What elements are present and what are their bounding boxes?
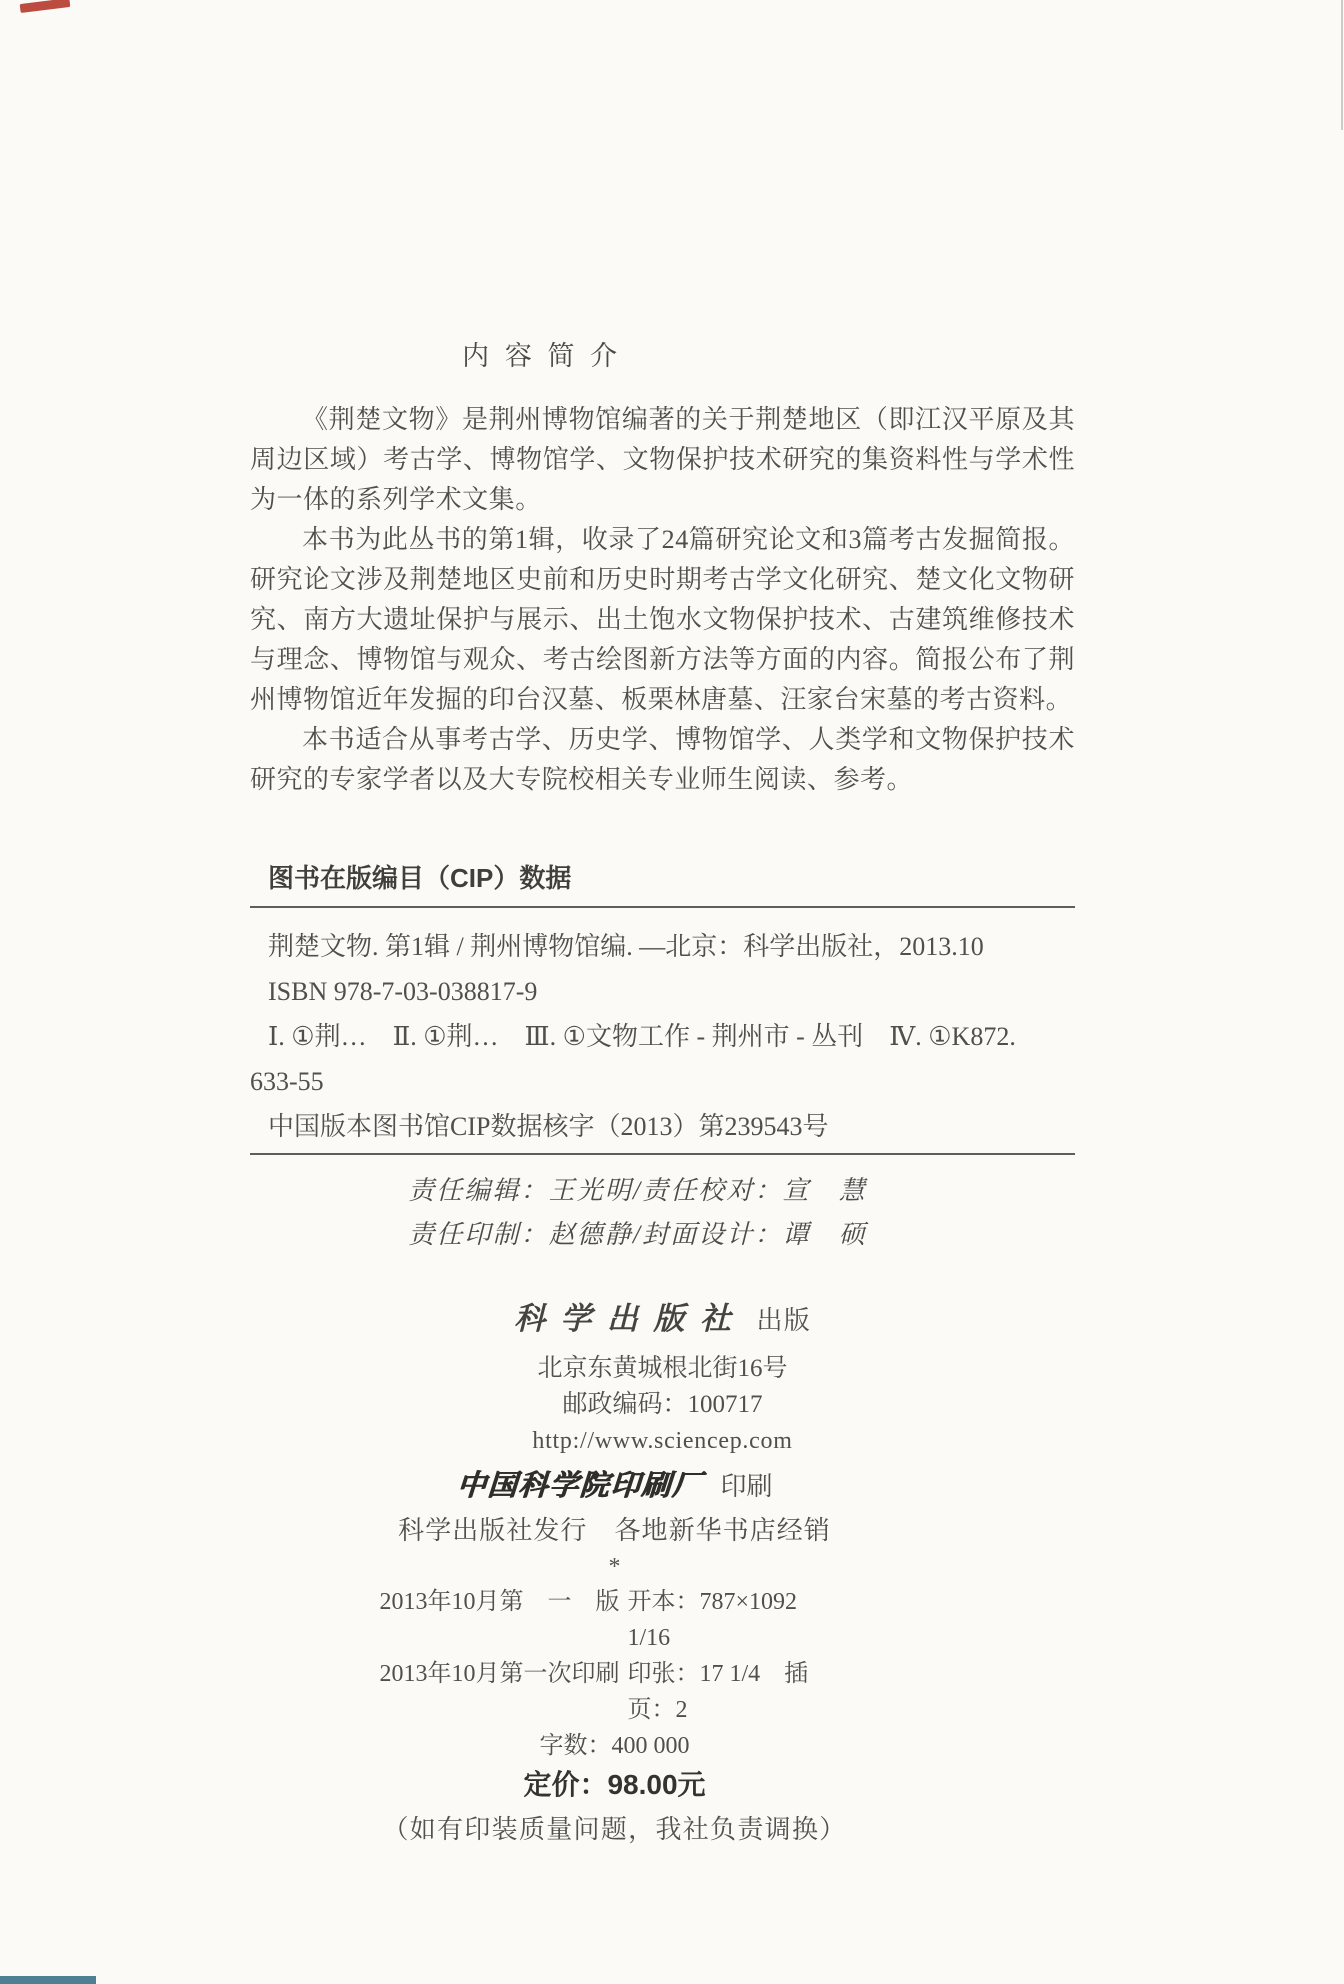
scan-artifact-edge-line: [1341, 0, 1343, 130]
edition-date: 2013年10月第 一 版: [379, 1589, 620, 1615]
publisher-url: http://www.sciencep.com: [532, 1428, 793, 1454]
publisher-address: 北京东黄城根北街16号: [537, 1355, 788, 1382]
edition-row: [380, 1584, 850, 1656]
cip-section: [250, 860, 1075, 1155]
printer-line: [202, 1465, 1027, 1512]
intro-section: [250, 400, 1075, 800]
publisher-name-calligraphy: 科学出版社: [513, 1301, 747, 1336]
page-title: 内容简介: [462, 341, 633, 371]
cip-classification-line: Ⅰ. ①荆… Ⅱ. ①荆… Ⅲ. ①文物工作 - 荆州市 - 丛刊 Ⅳ. ①K872.: [268, 1022, 1016, 1051]
sheets-spec: 印张：17 1/4 插页：2: [627, 1661, 809, 1723]
cip-heading: 图书在版编目（CIP）数据: [268, 863, 572, 893]
printer-name-calligraphy: 中国科学院印刷厂: [455, 1470, 704, 1502]
printer-suffix: 印刷: [720, 1472, 773, 1501]
publisher-name-suffix: 出版: [756, 1306, 812, 1335]
cip-classification-continued: 633-55: [250, 1067, 324, 1096]
intro-paragraph-1: 《荆楚文物》是荆州博物馆编著的关于荆楚地区（即江汉平原及其周边区域）考古学、博物馆学、文物保护技术研究的集资料性与学术性为一体的系列学术文集。: [250, 405, 1075, 514]
publisher-name-line: [250, 1297, 1075, 1347]
credits-printing-line: 责任印制：赵德静/封面设计：谭 硕: [408, 1220, 867, 1249]
impression-row: [380, 1656, 850, 1728]
cip-title-line: 荆楚文物. 第1辑 / 荆州博物馆编. —北京：科学出版社，2013.10: [268, 932, 984, 961]
publisher-postal-code: 邮政编码：100717: [562, 1391, 763, 1418]
credits-section: [225, 1155, 1050, 1257]
cip-record-line: 中国版本图书馆CIP数据核字（2013）第239543号: [268, 1112, 829, 1141]
format-spec: 开本：787×1092 1/16: [627, 1589, 822, 1651]
intro-paragraph-3: 本书适合从事考古学、历史学、博物馆学、人类学和文物保护技术研究的专家学者以及大专院校相关专业师生阅读、参考。: [250, 725, 1075, 794]
page-content: [250, 0, 1075, 1850]
price: 定价：98.00元: [523, 1769, 706, 1800]
credits-editor-line: 责任编辑：王光明/责任校对：宣 慧: [408, 1176, 867, 1205]
scan-artifact-red-mark: [20, 0, 71, 13]
intro-paragraph-2: 本书为此丛书的第1辑，收录了24篇研究论文和3篇考古发掘简报。研究论文涉及荆楚地区史前和历史时期考古学文化研究、楚文化文物研究、南方大遗址保护与展示、出土饱水文物保护技术、古建筑维修技术与理念、博物馆与观众、考古绘图新方法等方面的内容。简报公布了荆州博物馆近年发掘的印台汉墓、板栗林唐墓、汪家台宋墓的考古资料。: [250, 525, 1075, 714]
star-divider: *: [608, 1554, 621, 1580]
cip-isbn-line: ISBN 978-7-03-038817-9: [268, 977, 538, 1006]
word-count: 字数：400 000: [539, 1733, 690, 1759]
cip-body: [250, 908, 1075, 1149]
printing-section: [202, 1465, 1027, 1850]
quality-note: （如有印装质量问题，我社负责调换）: [382, 1815, 847, 1844]
distribution-line: 科学出版社发行 各地新华书店经销: [398, 1516, 831, 1545]
impression-date: 2013年10月第一次印刷: [379, 1661, 620, 1687]
edition-info: [380, 1584, 850, 1728]
scan-artifact-blue-strip: [0, 1976, 96, 1984]
publisher-section: [250, 1297, 1075, 1459]
